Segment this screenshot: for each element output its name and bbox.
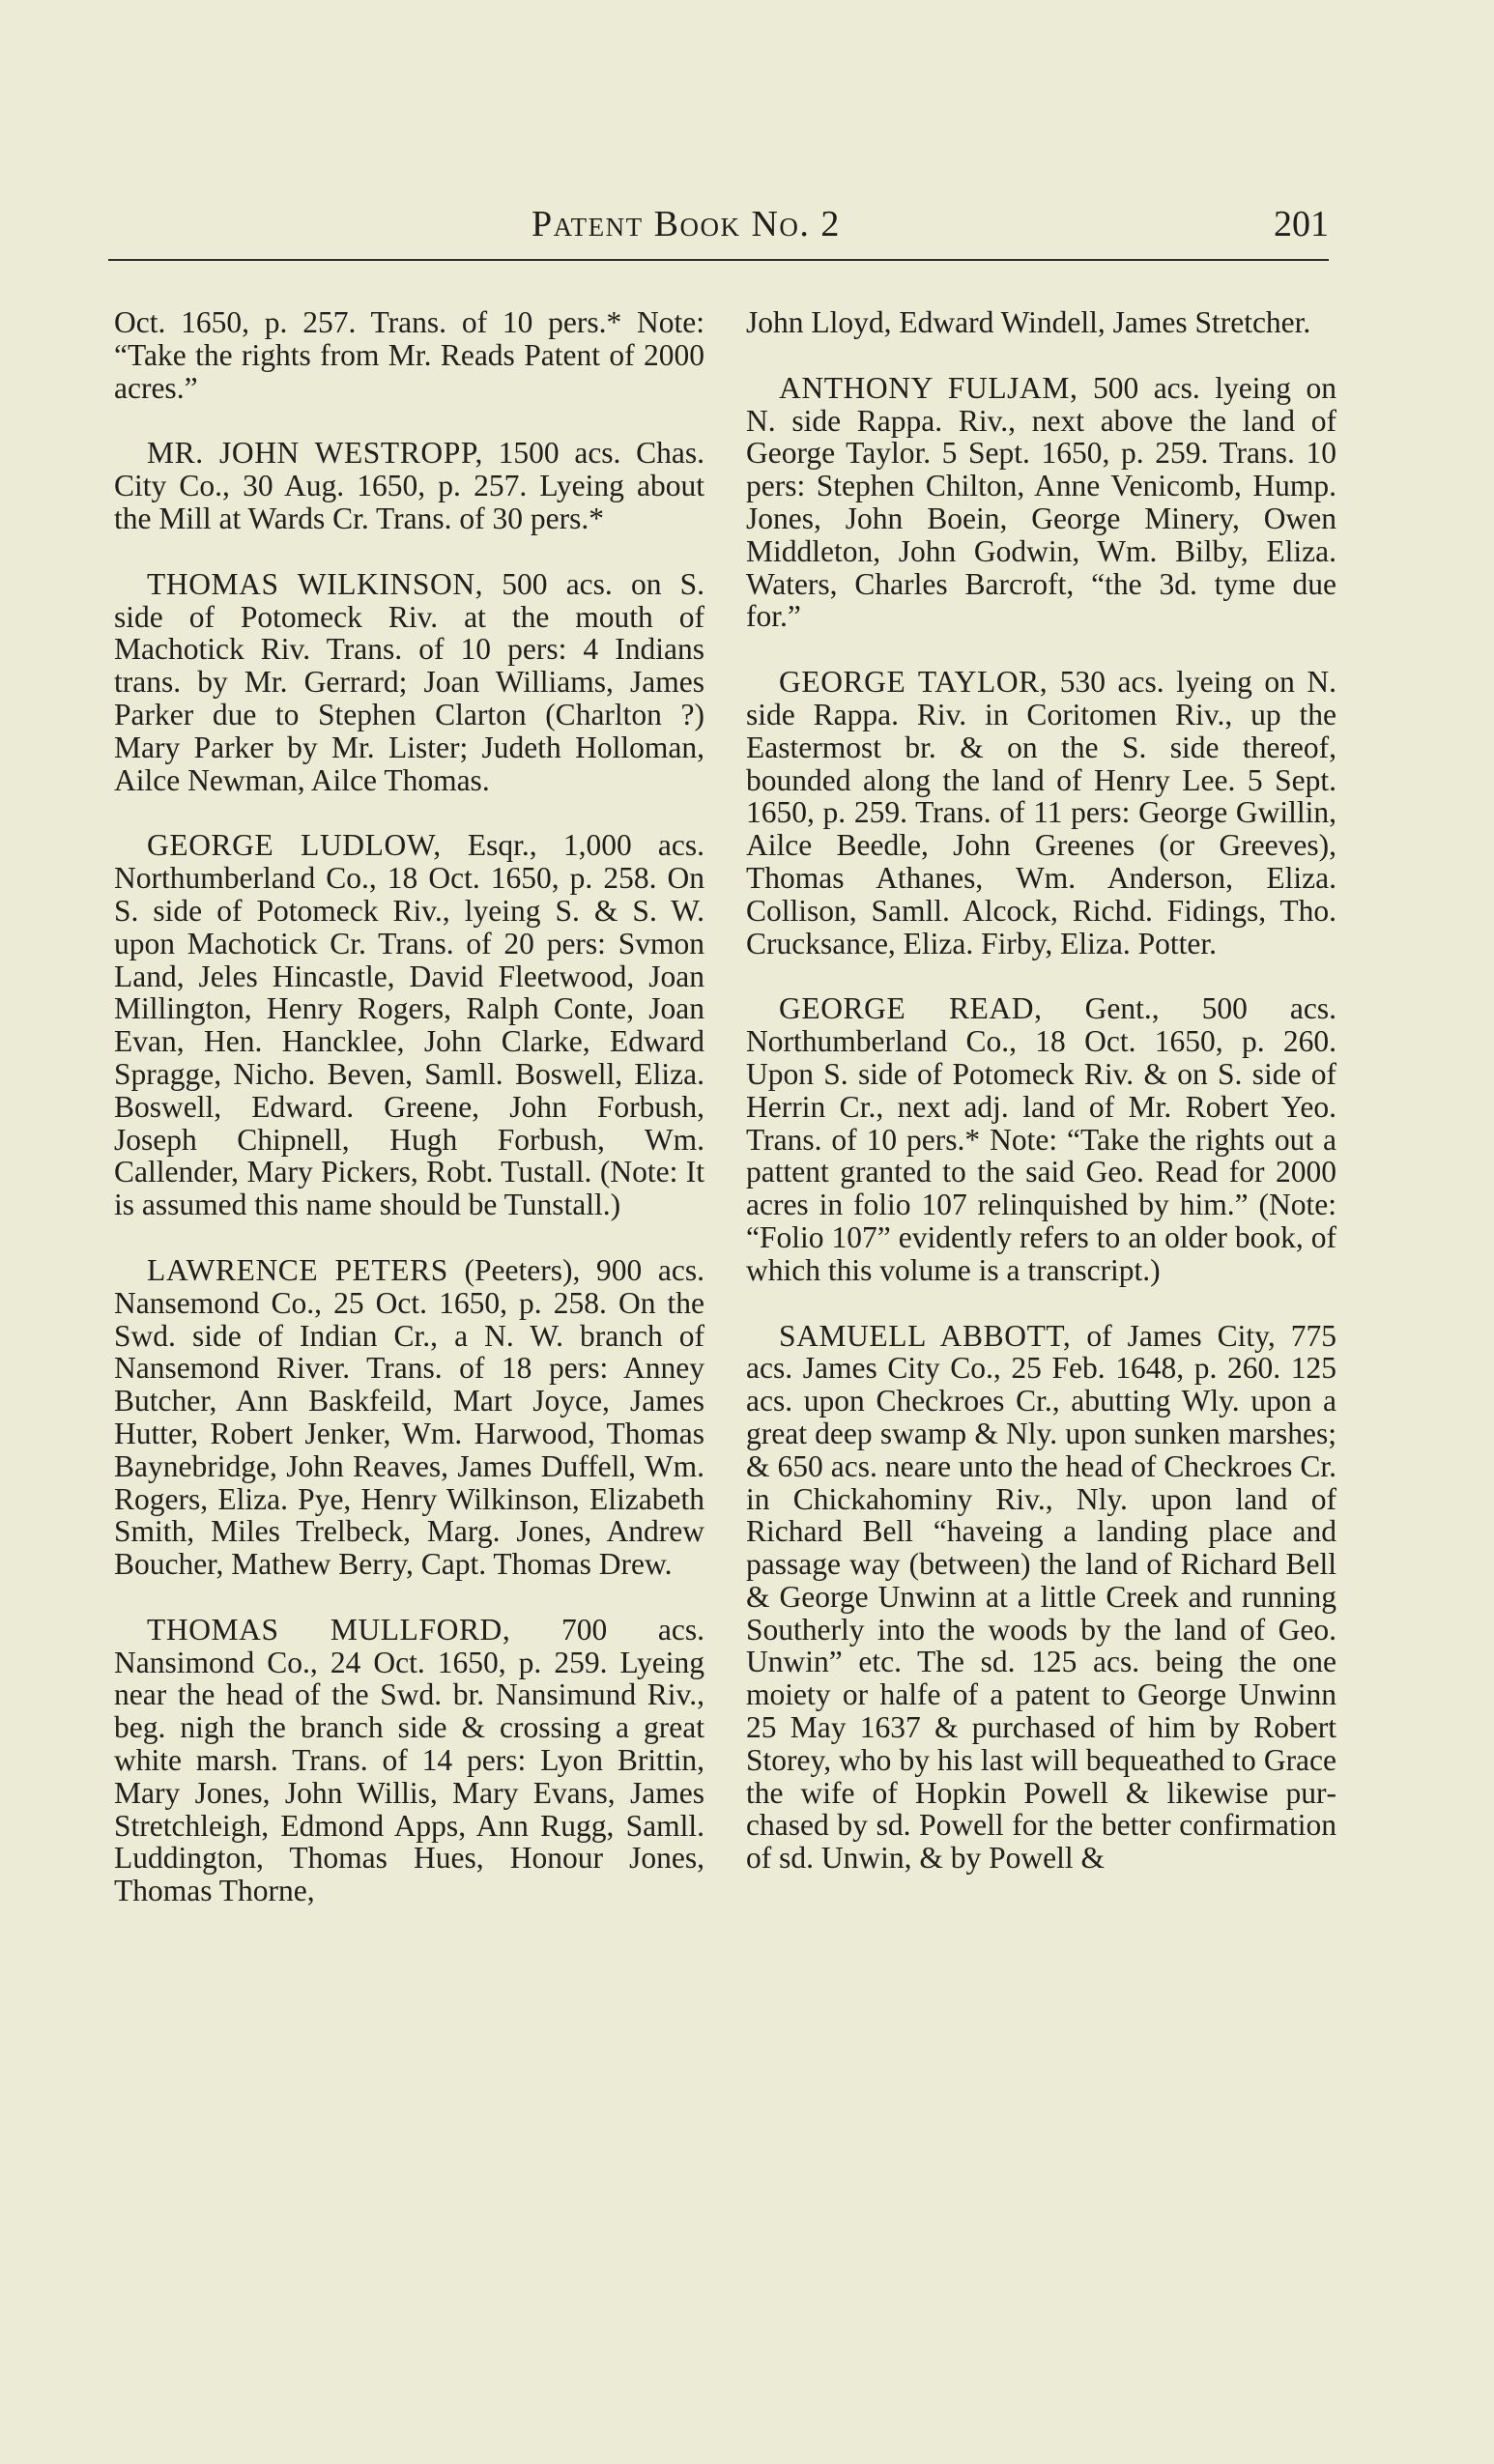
patent-entry (746, 372, 1336, 633)
entry-text: Esqr., 1,000 acs. Northumberland Co., 18 Oct. 1650, p. 258. On S. side of Potomeck Riv., lyeing S. & S. W. upon Machotick Cr. Trans. of 20 pers: Svmon Land, Jeles Hincastle, David Fleetwood, Joan Millington, Henry Rogers, Ralph Conte, Joan Evan, Hen. Hancklee, John Clarke, Edward Spragge, Nicho. Beven, Samll. Boswell, Eliza. Boswell, Edward. Greene, John Forbush, Joseph Chipnell, Hugh Forbush, Wm. Callender, Mary Pickers, Robt. Tustall. (Note: It is assumed this name should be Tunstall.) (114, 828, 704, 1222)
page-header (108, 201, 1329, 259)
entry-text: 1500 acs. Chas. City Co., 30 Aug. 1650, p. 257. Lyeing about the Mill at Wards Cr. Trans. of 30 pers.* (114, 436, 704, 535)
header-rule (108, 259, 1329, 261)
entry-text: 700 acs. Nansimond Co., 24 Oct. 1650, p. 259. Lyeing near the head of the Swd. br. Nansimund Riv., beg. nigh the branch side & crossing a great white marsh. Trans. of 14 pers: Lyon Brittin, Mary Jones, John Willis, Mary Evans, James Stretchleigh, Edmond Apps, Ann Rugg, Samll. Luddington, Thomas Hues, Honour Jones, Thomas Thorne, (114, 1612, 704, 1908)
grantee-name: GEORGE TAYLOR, (779, 665, 1049, 700)
entry-text: (Peeters), 900 acs. Nansemond Co., 25 Oct. 1650, p. 258. On the Swd. side of Indian Cr., a N. W. branch of Nansemond River. Trans. of 18 pers: Anney Butcher, Ann Baskfeild, Mart Joyce, James Hutter, Robert Jenker, Wm. Harwood, Thomas Baynebridge, John Reaves, James Duffell, Wm. Rogers, Eliza. Pye, Henry Wilkinson, Elizabeth Smith, Miles Trelbeck, Marg. Jones, Andrew Boucher, Mathew Berry, Capt. Thomas Drew. (114, 1252, 704, 1582)
entry-text: 500 acs. lyeing on N. side Rappa. Riv., next above the land of George Taylor. 5 Sept. 1650, p. 259. Trans. 10 pers: Stephen Chilton, Anne Venicomb, Hump. Jones, John Boein, George Minery, Owen Middleton, John Godwin, Wm. Bilby, Eliza. Waters, Charles Barcroft, “the 3d. tyme due for.” (746, 370, 1336, 634)
entry-text: 500 acs. on S. side of Potomeck Riv. at the mouth of Machotick Riv. Trans. of 10 pers: 4 Indians trans. by Mr. Gerrard; Joan Williams, James Parker due to Stephen Clarton (Charlton ?) Mary Parker by Mr. Lister; Judeth Holloman, Ailce Newman, Ailce Thomas. (114, 566, 704, 797)
patent-entry (746, 992, 1336, 1286)
patent-entry (114, 1254, 704, 1581)
patent-entry-continuation (746, 306, 1336, 339)
page-number: 201 (1274, 204, 1329, 244)
grantee-name: GEORGE READ, (779, 991, 1043, 1026)
running-title: Patent Book No. 2 (532, 204, 841, 244)
entry-text: Gent., 500 acs. Northumberland Co., 18 Oct. 1650, p. 260. Upon S. side of Potomeck Riv. & on S. side of Herrin Cr., next adj. land of Mr. Robert Yeo. Trans. of 10 pers.* Note: “Take the rights out a pattent granted to the said Geo. Read for 2000 acres in folio 107 relinquished by him.” (Note: “Folio 107” evidently refers to an older book, of which this volume is a transcript.) (746, 991, 1337, 1287)
patent-entry (114, 568, 704, 797)
patent-entry (746, 666, 1336, 960)
entry-text: Oct. 1650, p. 257. Trans. of 10 pers.* Note: “Take the rights from Mr. Reads Patent of 2000 acres.” (114, 305, 704, 405)
grantee-name: THOMAS WILKINSON, (147, 566, 484, 601)
entry-text: 530 acs. lyeing on N. side Rappa. Riv. in Coritomen Riv., up the Eastermost br. & on the S. side thereof, bounded along the land of Henry Lee. 5 Sept. 1650, p. 259. Trans. of 11 pers: George Gwillin, Ailce Beedle, John Greenes (or Greeves), Thomas Athanes, Wm. Anderson, Eliza. Collison, Samll. Alcock, Richd. Fidings, Tho. Crucksance, Eliza. Firby, Eliza. Potter. (746, 665, 1336, 960)
grantee-name: MR. JOHN WESTROPP, (147, 436, 483, 471)
right-column (746, 306, 1336, 1907)
grantee-name: ANTHONY FULJAM, (779, 370, 1078, 405)
patent-entry (746, 1320, 1336, 1876)
patent-entry (114, 437, 704, 534)
grantee-name: GEORGE LUDLOW, (147, 828, 442, 863)
patent-entry (114, 829, 704, 1221)
entry-text: John Lloyd, Edward Windell, James Stretcher. (746, 305, 1311, 339)
grantee-name: THOMAS MULLFORD, (147, 1612, 511, 1647)
patent-entry (114, 1614, 704, 1907)
grantee-name: SAMUELL ABBOTT, (779, 1318, 1072, 1353)
entry-text: of James City, 775 acs. James City Co., 25 Feb. 1648, p. 260. 125 acs. upon Checkroes Cr., abutting Wly. upon a great deep swamp & Nly. upon sunken marshes; & 650 acs. neare unto the head of Checkroes Cr. in Chickahominy Riv., Nly. upon land of Richard Bell “haveing a landing place and passage way (between) the land of Richard Bell & George Unwinn at a little Creek and running Southerly into the woods by the land of Geo. Unwin” etc. The sd. 125 acs. being the one moiety or halfe of a patent to George Unwinn 25 May 1637 & purchased of him by Robert Storey, who by his last will bequeathed to Grace the wife of Hopkin Powell & likewise purchased by sd. Powell for the better confirmation of sd. Unwin, & by Powell & (746, 1318, 1336, 1876)
grantee-name: LAWRENCE PETERS (147, 1252, 448, 1287)
left-column (114, 306, 704, 1940)
patent-entry-continuation (114, 306, 704, 404)
